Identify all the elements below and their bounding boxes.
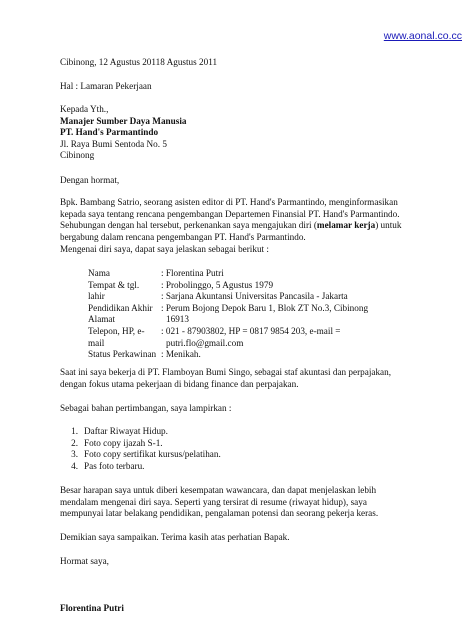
identity-row: Status Perkawinan : Menikah. (88, 349, 201, 360)
subject-line: Hal : Lamaran Pekerjaan (60, 81, 152, 91)
paragraph-1-line-4: bergabung dalam rencana pengembangan PT. Hand's Parmantindo. (60, 231, 306, 242)
identity-row: Pendidikan Akhir : Perum Bojong Depok Baru 1, Blok ZT No.3, Cibinong (88, 302, 369, 313)
paragraph-2 (60, 367, 455, 390)
identity-table (88, 268, 458, 361)
paragraph-2-line-1: Saat ini saya bekerja di PT. Flamboyan Bumi Singo, sebagai staf akuntasi dan perpajakan, (60, 367, 392, 377)
website-link[interactable]: www.aonal.co.cc (383, 30, 462, 42)
identity-row: Alamat 16913 (88, 314, 189, 325)
recipient-address-2: Cibinong (60, 150, 95, 161)
paragraph-1-line-1: Bpk. Bambang Satrio, seorang asisten editor di PT. Hand's Parmantindo, menginformasikan (60, 197, 398, 207)
salutation: Dengan hormat, (60, 175, 120, 185)
recipient-address-1: Jl. Raya Bumi Sentoda No. 5 (60, 138, 167, 149)
highlight-melamar-kerja: melamar kerja (316, 220, 376, 231)
recipient-title: Manajer Sumber Daya Manusia (60, 115, 187, 126)
paragraph-3-line-3: mempunyai latar belakang pendidikan, pengalaman potensi dan seorang pekerja keras. (60, 508, 379, 519)
signature-name: Florentina Putri (60, 603, 124, 613)
identity-intro: Mengenai diri saya, dapat saya jelaskan sebagai berikut : (60, 244, 269, 254)
paragraph-1 (60, 197, 455, 243)
closing-sentence: Demikian saya sampaikan. Terima kasih atas perhatian Bapak. (60, 532, 290, 542)
identity-row: Telepon, HP, e- : 021 - 87903802, HP = 0817 9854 203, e-mail = (88, 325, 341, 336)
identity-row: Tempat & tgl. : Probolinggo, 5 Agustus 1979 (88, 279, 274, 290)
identity-row: mail putri.flo@gmail.com (88, 337, 244, 348)
attachments-intro: Sebagai bahan pertimbangan, saya lampirkan : (60, 403, 232, 413)
paragraph-3-line-2: mendalam mengenai diri saya. Seperti yang tersirat di resume (riwayat hidup), saya (60, 496, 367, 507)
paragraph-3-line-1: Besar harapan saya untuk diberi kesempatan wawancara, dan dapat menjelaskan lebih (60, 485, 377, 495)
paragraph-2-line-2: dengan fokus utama pekerjaan di bidang finance dan perpajakan. (60, 378, 299, 389)
paragraph-1-line-2: kepada saya tentang rencana pengembangan Departemen Finansial PT. Hand's Parmantindo. (60, 208, 400, 219)
regards: Hormat saya, (60, 556, 109, 566)
recipient-company: PT. Hand's Parmantindo (60, 127, 159, 138)
list-item: 1. Daftar Riwayat Hidup. (71, 426, 168, 436)
recipient-block (60, 104, 455, 162)
paragraph-1-line-3: Sehubungan dengan hal tersebut, perkenankan saya mengajukan diri (melamar kerja) untuk (60, 220, 402, 231)
identity-row: Nama : Florentina Putri (88, 268, 224, 278)
paragraph-3 (60, 485, 455, 520)
list-item: 3. Foto copy sertifikat kursus/pelatihan. (71, 449, 221, 460)
identity-row: lahir : Sarjana Akuntansi Universitas Pancasila - Jakarta (88, 291, 348, 302)
list-item: 4. Pas foto terbaru. (71, 460, 145, 471)
attachment-list (62, 426, 457, 472)
recipient-greeting: Kepada Yth., (60, 104, 109, 114)
date-line: Cibinong, 12 Agustus 20118 Agustus 2011 (60, 57, 218, 67)
list-item: 2. Foto copy ijazah S-1. (71, 437, 163, 448)
